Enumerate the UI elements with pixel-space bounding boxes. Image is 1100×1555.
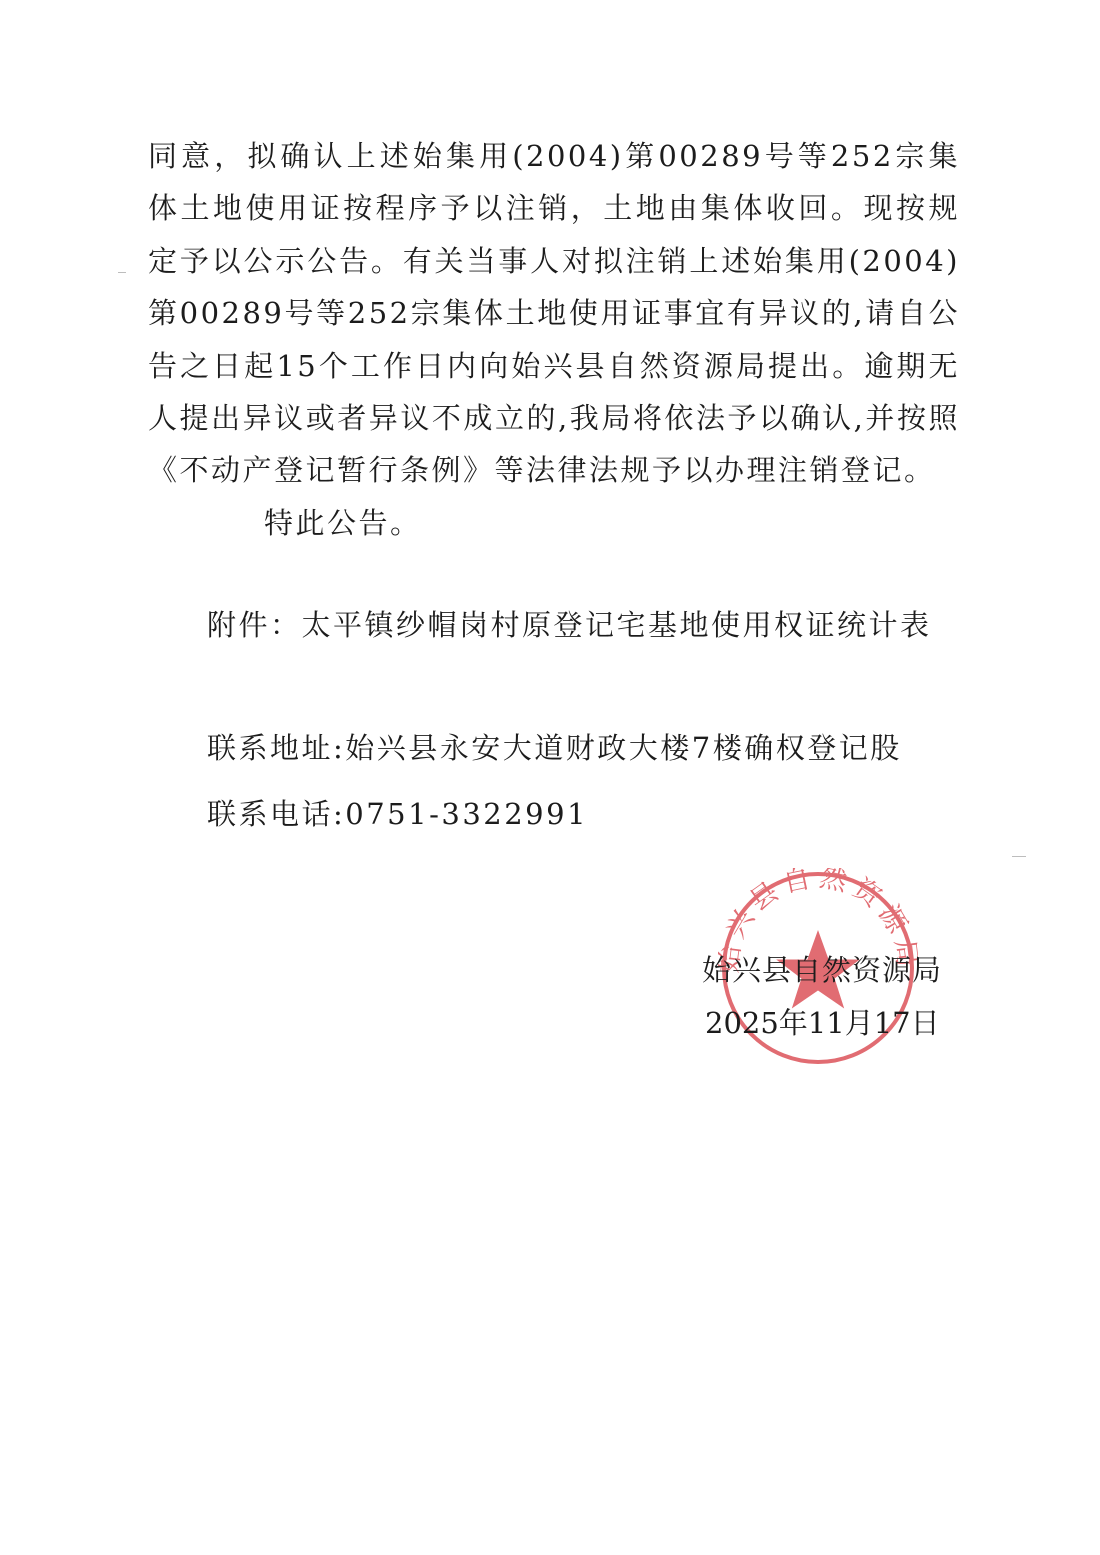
contact-address: 联系地址:始兴县永安大道财政大楼7楼确权登记股 — [207, 731, 902, 765]
signature-date: 2025年11月17日 — [705, 1006, 940, 1040]
contact-phone: 联系电话:0751-3322991 — [207, 797, 589, 831]
scan-mark — [1012, 856, 1026, 857]
closing-statement: 特此公告。 — [264, 506, 422, 540]
scan-mark — [118, 272, 126, 273]
attachment-line: 附件：太平镇纱帽岗村原登记宅基地使用权证统计表 — [207, 608, 932, 642]
signature-organization: 始兴县自然资源局 — [702, 953, 943, 987]
body-paragraph: 同意，拟确认上述始集用(2004)第00289号等252宗集体土地使用证按程序予以注销，土地由集体收回。现按规定予以公示公告。有关当事人对拟注销上述始集用(2004)第00289号等252宗集体土地使用证事宜有异议的,请自公告之日起15个工作日内向始兴县自然资源局提出。逾期无人提出异议或者异议不成立的,我局将依法予以确认,并按照《不动产登记暂行条例》等法律法规予以办理注销登记。 — [148, 139, 960, 488]
seal-text: 兴县自然资源 — [720, 868, 916, 944]
